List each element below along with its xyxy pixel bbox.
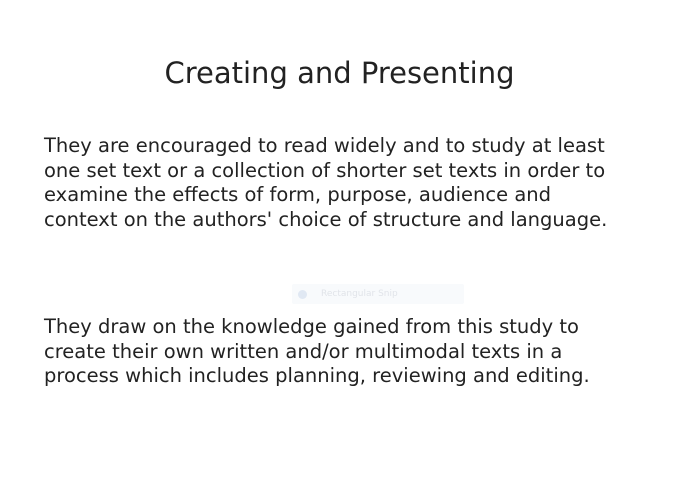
snip-icon [298, 290, 307, 299]
paragraph-reading: They are encouraged to read widely and to study at least one set text or a collection of shorter set texts in order to examine the effects of form, purpose, audience and context on the authors' choice of structure and language. [44, 134, 608, 231]
slide-title: Creating and Presenting [164, 56, 515, 90]
paragraph-creating: They draw on the knowledge gained from this study to create their own written and/or multimodal texts in a process which includes planning, reviewing and editing. [44, 315, 590, 387]
snip-label: Rectangular Snip [321, 289, 398, 299]
snip-tool-ghost [292, 284, 464, 304]
